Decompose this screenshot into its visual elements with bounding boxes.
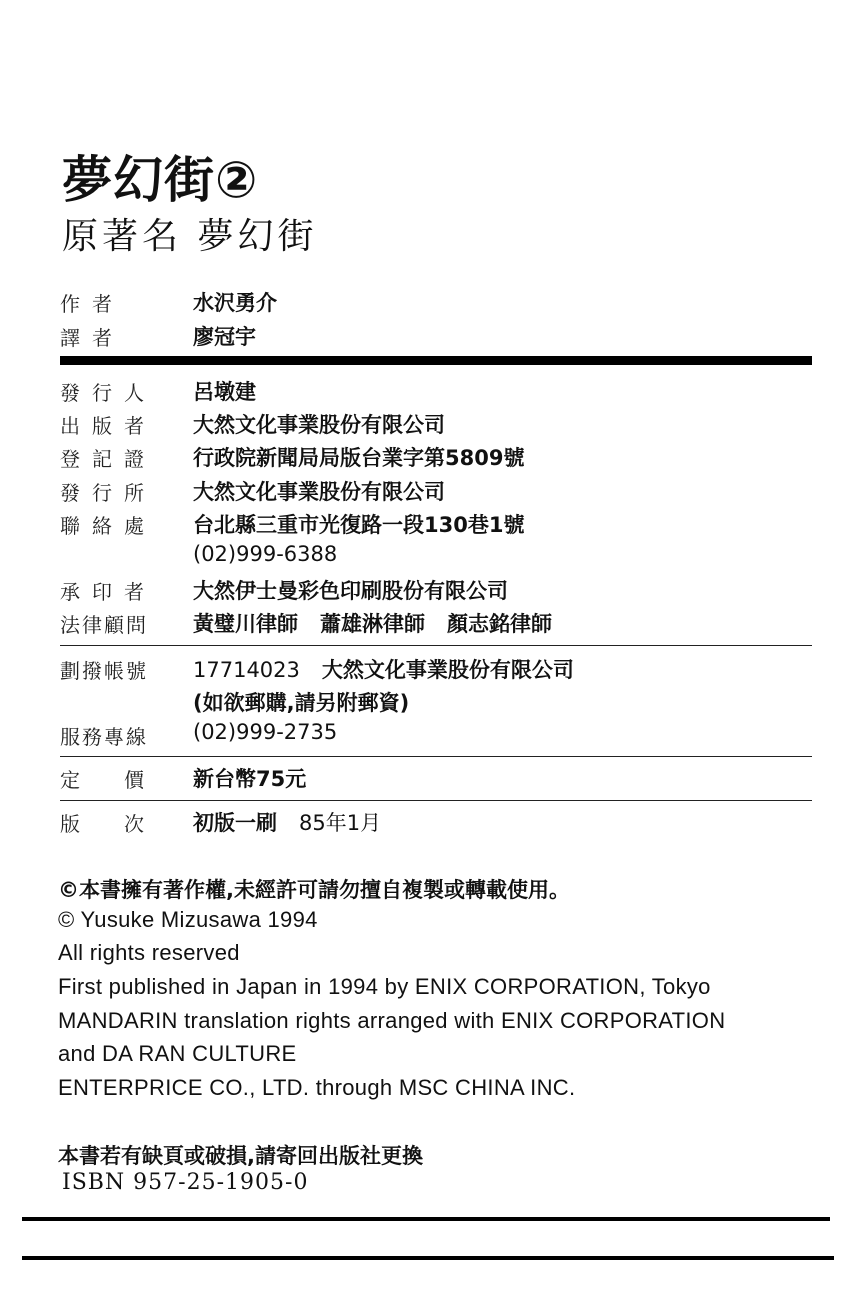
credit-label-translator: 譯者: [60, 326, 124, 350]
translation-rights-2: and DA RAN CULTURE: [58, 1041, 297, 1066]
book-title: 夢幻街②: [62, 151, 259, 209]
translation-rights-1: MANDARIN translation rights arranged with ENIX CORPORATION: [58, 1008, 726, 1033]
value-issuing-office: 大然文化事業股份有限公司: [193, 480, 445, 504]
damage-replacement-note: 本書若有缺頁或破損,請寄回出版社更換: [58, 1144, 423, 1168]
mail-order-note: (如欲郵購,請另附郵資): [193, 691, 410, 715]
lawyer-name: 黃璧川律師: [193, 612, 298, 636]
account-number: 17714023: [193, 658, 300, 682]
value-contact-address: 台北縣三重市光復路一段130巷1號: [193, 513, 525, 537]
value-transfer-account: [193, 654, 574, 684]
label-registration: 登記證: [60, 447, 156, 471]
label-service-line: 服務專線: [60, 725, 148, 749]
label-edition: 版次: [60, 812, 188, 836]
value-contact-phone: (02)999-6388: [193, 542, 338, 566]
section-divider-thick: [60, 356, 812, 365]
divider: [60, 645, 812, 646]
label-legal-advisor: 法律顧問: [60, 613, 148, 637]
copyright-notice-cn: ©本書擁有著作權,未經許可請勿擅自複製或轉載使用。: [58, 878, 570, 902]
label-publisher-person: 發行人: [60, 381, 156, 405]
value-edition: [193, 807, 381, 837]
credit-value-author: 水沢勇介: [193, 291, 277, 315]
label-contact: 聯絡處: [60, 514, 156, 538]
lawyer-name: 蕭雄淋律師: [320, 612, 425, 636]
value-registration: 行政院新聞局局版台業字第5809號: [193, 446, 525, 470]
translation-rights-3: ENTERPRICE CO., LTD. through MSC CHINA INC.: [58, 1075, 576, 1100]
credit-label-author: 作者: [60, 292, 124, 316]
edition-number: 初版一刷: [193, 811, 277, 835]
original-title: 原著名 夢幻街: [62, 216, 318, 257]
label-price: 定價: [60, 768, 188, 792]
value-service-line: (02)999-2735: [193, 720, 338, 744]
divider: [60, 800, 812, 801]
account-name: 大然文化事業股份有限公司: [321, 658, 574, 682]
label-printer: 承印者: [60, 580, 156, 604]
value-publisher: 大然文化事業股份有限公司: [193, 413, 445, 437]
value-legal-advisors: [193, 608, 552, 638]
isbn: ISBN 957-25-1905-0: [62, 1170, 309, 1195]
edition-date: 85年1月: [299, 811, 382, 835]
rights-reserved: All rights reserved: [58, 940, 240, 965]
value-printer: 大然伊士曼彩色印刷股份有限公司: [193, 579, 508, 603]
divider: [60, 756, 812, 757]
label-issuing-office: 發行所: [60, 481, 156, 505]
value-publisher-person: 呂墩建: [193, 380, 256, 404]
copyright-notice-en: © Yusuke Mizusawa 1994: [58, 907, 318, 932]
lawyer-name: 顏志銘律師: [447, 612, 552, 636]
first-published: First published in Japan in 1994 by ENIX CORPORATION, Tokyo: [58, 974, 711, 999]
label-publisher: 出版者: [60, 414, 156, 438]
value-price: 新台幣75元: [193, 767, 307, 791]
label-transfer-account: 劃撥帳號: [60, 659, 148, 683]
bottom-rule: [22, 1217, 830, 1221]
bottom-rule: [22, 1256, 834, 1260]
credit-value-translator: 廖冠宇: [193, 325, 256, 349]
